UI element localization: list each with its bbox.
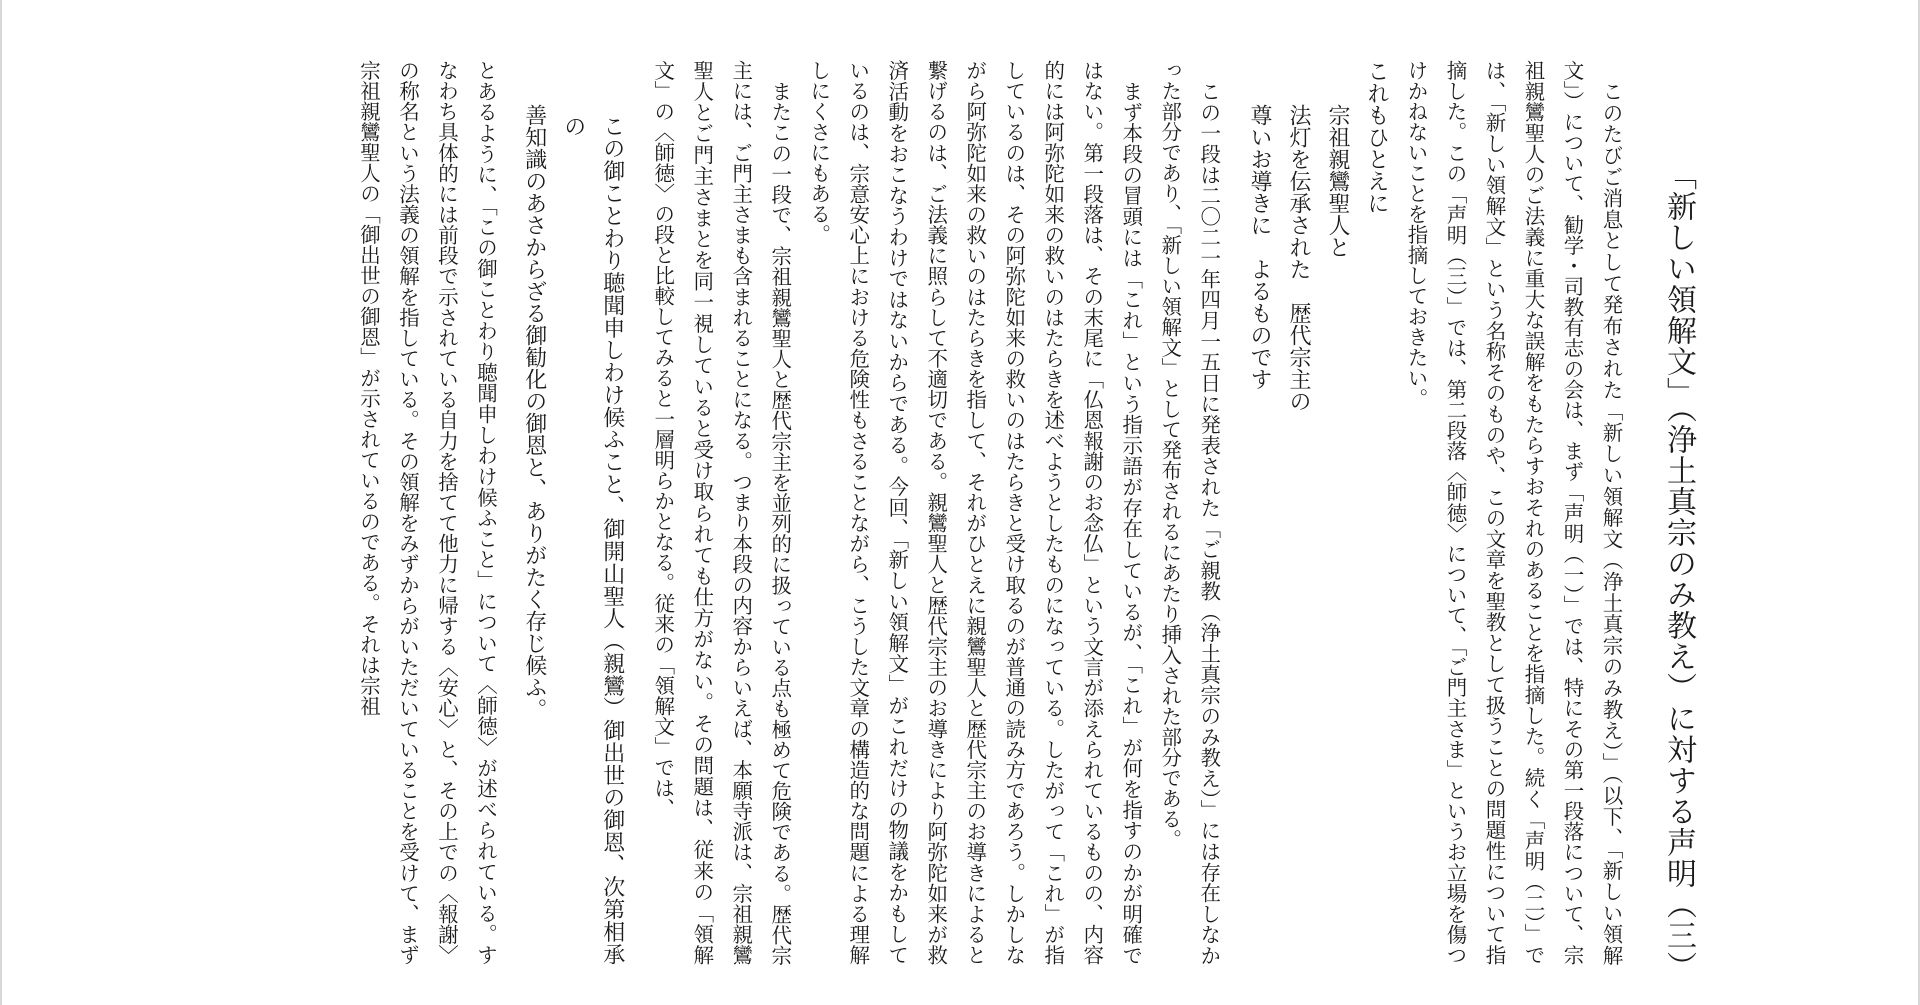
- quoted-text-2-line-1: この御ことわり聴聞申しわけ候ふこと、御開山聖人（親鸞）御出世の御恩、次第相承の: [560, 115, 625, 965]
- page-title: 「新しい領解文」（浄土真宗のみ教え）に対する声明（三）: [1661, 160, 1696, 982]
- body-paragraph-3: またこの一段で、宗祖親鸞聖人と歴代宗主を並列的に扱っている点も極めて危険である。歴代宗主には、ご門主さまも含まれることになる。つまり本段の内容からいえば、本願寺派は、宗祖親鸞聖人とご門主さまとを同一視していると受け取られても仕方がない。その問題は、従来の「領解文」の〈師徳〉の段と比較してみると一層明らかとなる。従来の「領解文」では、: [650, 60, 792, 965]
- quoted-text-2-line-2: 善知識のあさからざる御勧化の御恩と、ありがたく存じ候ふ。: [521, 104, 547, 720]
- body-paragraph-2: まず本段の冒頭には「これ」という指示語が存在しているが、「これ」が何を指すのかが明確ではない。第一段落は、その末尾に「仏恩報謝のお念仏」という文言が添えられているものの、内容的には阿弥陀如来の救いのはたらきを述べようとしたものになっている。したがって「これ」が指しているのは、その阿弥陀如来の救いのはたらきと受け取るのが普通の読み方であろう。しかしながら阿弥陀如来の救いのはたらきを指して、それがひとえに親鸞聖人と歴代宗主のお導きによると繋げるのは、ご法義に照らして不適切である。親鸞聖人と歴代宗主のお導きにより阿弥陀如来が救済活動をおこなうわけではないからである。今回、「新しい領解文」がこれだけの物議をかもしているのは、宗意安心上における危険性もさることながら、こうした文章の構造的な問題による理解しにくさにもある。: [806, 60, 1143, 965]
- quoted-text-line-3: 法灯を伝承された 歴代宗主の: [1286, 104, 1311, 412]
- quoted-text-line-2: 宗祖親鸞聖人と: [1325, 104, 1350, 258]
- quoted-text-line-4: 尊いお導きに よるものです: [1247, 104, 1272, 390]
- body-paragraph-4: とあるように、「この御ことわり聴聞申しわけ候ふこと」について〈師徳〉が述べられている。すなわち具体的には前段で示されている自力を捨てて他力に帰する〈安心〉と、その上での〈報謝〉の称名という法義の領解を指している。その領解をみずからがいただいていることを受けて、まず宗祖親鸞聖人の「御出世の御恩」が示されているのである。それは宗祖: [356, 60, 498, 965]
- document-body: [270, 60, 1630, 965]
- quoted-text-line-1: これもひとえに: [1364, 60, 1389, 214]
- body-paragraph-1: この一段は二〇二一年四月一五日に発表された「ご親教（浄土真宗のみ教え）」には存在しなかった部分であり、「新しい領解文」として発布されるにあたり挿入された部分である。: [1157, 60, 1221, 965]
- intro-paragraph: このたびご消息として発布された「新しい領解文（浄土真宗のみ教え）」（以下、「新しい領解文」）について、勧学・司教有志の会は、まず「声明（一）」では、特にその第一段落について、宗祖親鸞聖人のご法義に重大な誤解をもたらすおそれのあることを指摘した。続く「声明（二）」では、「新しい領解文」という名称そのものや、この文章を聖教として扱うことの問題性について指摘した。この「声明（三）」では、第二段落〈師徳〉について、「ご門主さま」というお立場を傷つけかねないことを指摘しておきたい。: [1404, 60, 1623, 965]
